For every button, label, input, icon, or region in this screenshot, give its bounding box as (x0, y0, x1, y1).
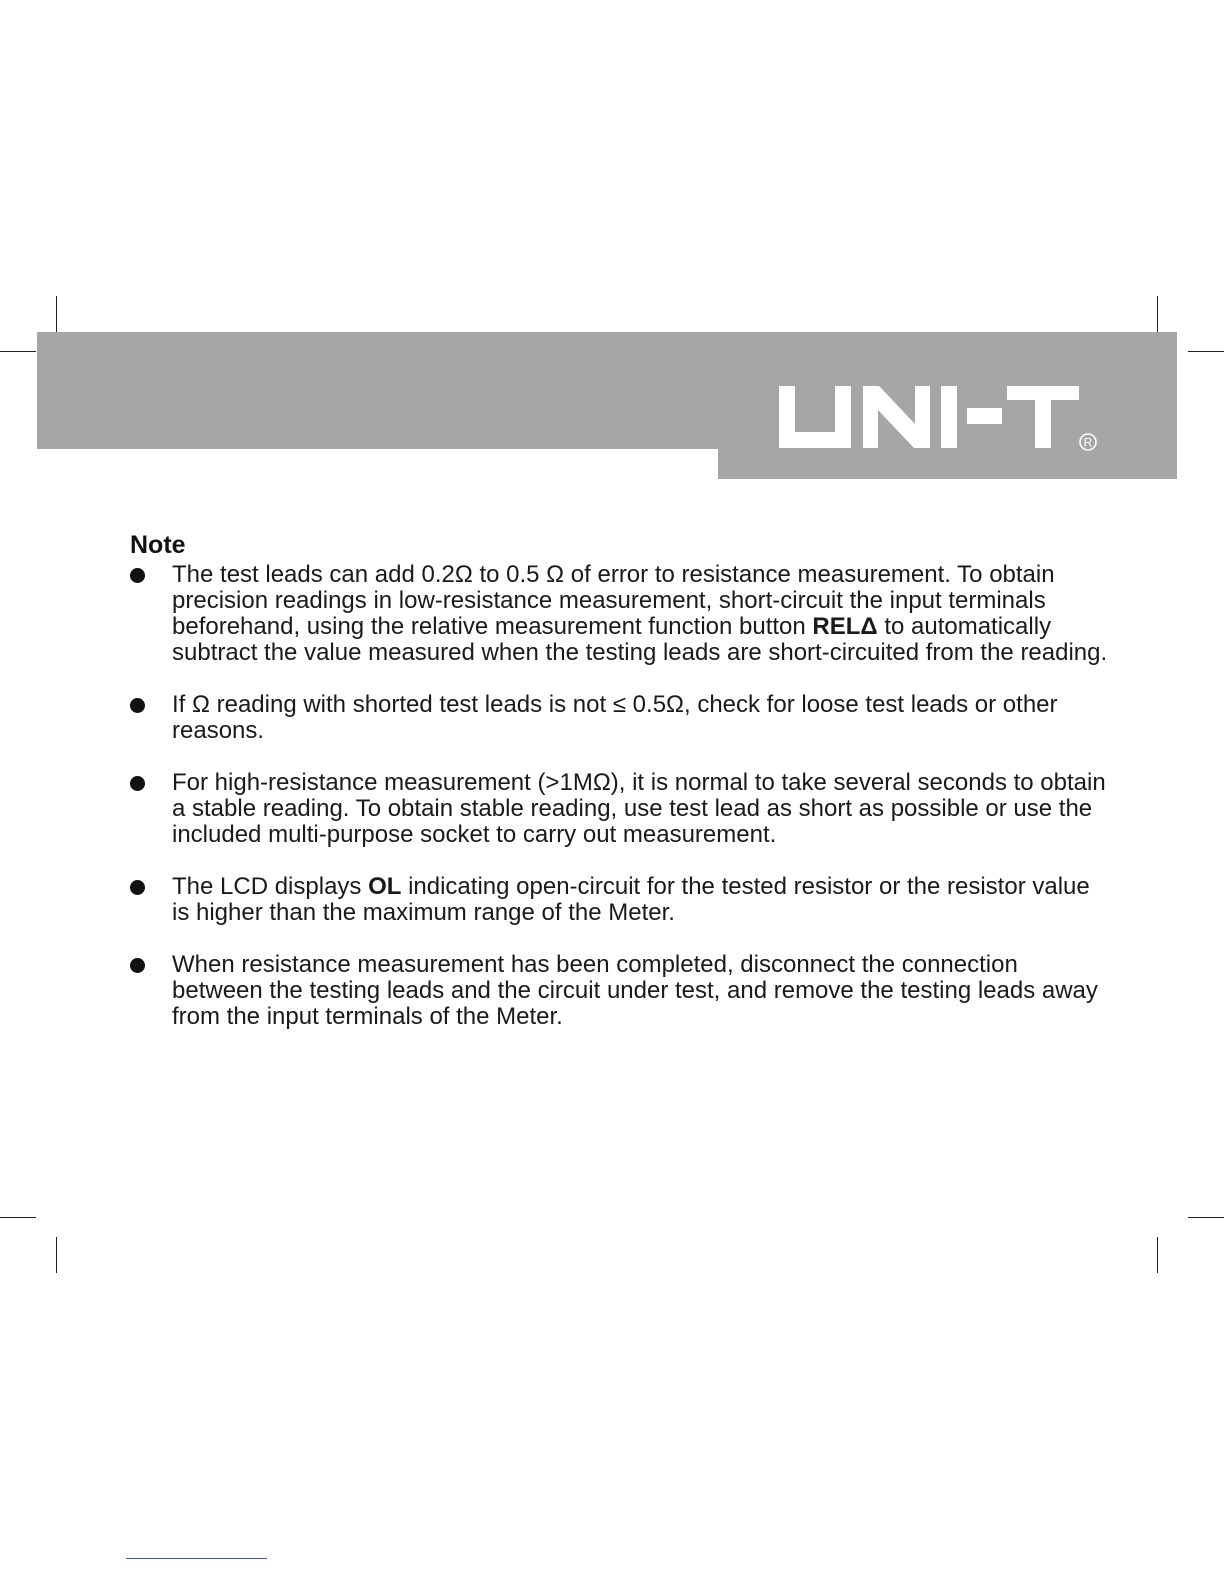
uni-t-logo (775, 384, 1100, 454)
crop-mark-top-right-horizontal (1188, 351, 1224, 352)
crop-mark-bottom-right-horizontal (1188, 1217, 1224, 1218)
bullet-icon (130, 568, 145, 583)
note-heading: Note (130, 531, 186, 559)
note-item (130, 770, 1110, 848)
crop-mark-bottom-left-horizontal (0, 1217, 36, 1218)
rel-delta-button-label: RELΔ (812, 613, 878, 640)
note-item-text: When resistance measurement has been completed, disconnect the connection between the testing leads and the circuit under test, and remove the testing leads away from the input terminals of the Meter. (172, 951, 1098, 1030)
note-section (130, 530, 1110, 1056)
note-item (130, 562, 1110, 666)
crop-mark-top-left-horizontal (0, 351, 36, 352)
bullet-icon (130, 958, 145, 973)
bullet-icon (130, 880, 145, 895)
note-item-text: For high-resistance measurement (>1MΩ), it is normal to take several seconds to obtain a stable reading. To obtain stable reading, use test lead as short as possible or use the included multi-purpose socket to carry out measurement. (172, 769, 1106, 848)
note-list (130, 562, 1110, 1030)
svg-text:R: R (1083, 435, 1093, 450)
note-item (130, 952, 1110, 1030)
ol-indicator-label: OL (368, 873, 402, 900)
crop-mark-bottom-left-vertical (56, 1237, 57, 1273)
footer-rule (126, 1558, 267, 1559)
note-item-text: If Ω reading with shorted test leads is not ≤ 0.5Ω, check for loose test leads or other reasons. (172, 691, 1058, 744)
crop-mark-bottom-right-vertical (1157, 1237, 1158, 1273)
note-item-text: The test leads can add 0.2Ω to 0.5 Ω of error to resistance measurement. To obtain precision readings in low-resistance measurement, short-circuit the input terminals beforehand, using the relative measurement function button (172, 561, 1055, 640)
note-item (130, 874, 1110, 926)
note-item-text: The LCD displays (172, 873, 369, 900)
crop-mark-top-left-vertical (56, 296, 57, 332)
note-item-text-continued: indicating open-circuit for the tested resistor or the resistor value is higher than the maximum range of the Meter. (172, 873, 1090, 926)
note-item (130, 692, 1110, 744)
crop-mark-top-right-vertical (1157, 296, 1158, 332)
bullet-icon (130, 776, 145, 791)
bullet-icon (130, 698, 145, 713)
note-item-text-continued: to automatically subtract the value measured when the testing leads are short-circuited from the reading. (172, 613, 1108, 666)
